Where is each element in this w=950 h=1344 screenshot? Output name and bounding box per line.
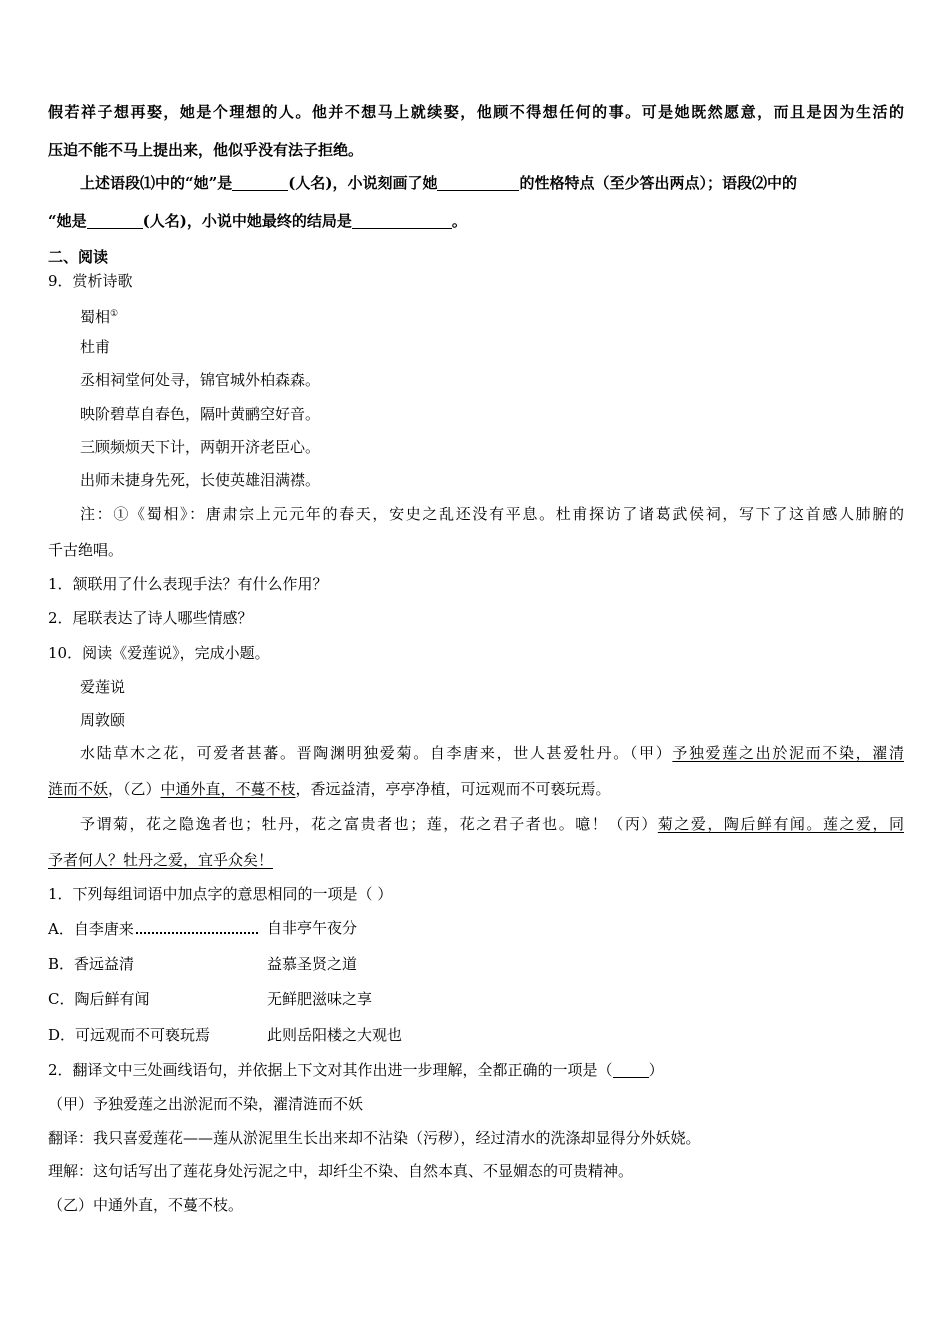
blank-name-1[interactable] [232, 174, 288, 191]
q10-sub2-question [48, 1060, 664, 1080]
underlined-bing-part2: 予者何人？牡丹之爱，宜乎众矣！ [48, 851, 274, 869]
underlined-jia-part1: 予独爱莲之出於泥而不染，濯清 [672, 744, 904, 762]
poem-line-4: 出师未捷身先死，长使英雄泪满襟。 [80, 471, 321, 489]
fill-text-1b: (人名)，小说刻画了她 [288, 174, 438, 192]
q10-sub2-close: ） [648, 1061, 664, 1079]
essay-p1-text: 水陆草木之花，可爱者甚蕃。晋陶渊明独爱菊。自李唐来，世人甚爱牡丹。（甲） [80, 744, 673, 762]
poem-line-2: 映阶碧草自春色，隔叶黄鹂空好音。 [80, 405, 321, 423]
fill-text-2c: 。 [451, 212, 467, 230]
poem-title [80, 304, 118, 327]
q9-sub1: 1．颔联用了什么表现手法？有什么作用？ [48, 575, 328, 593]
dotted-leader [136, 918, 258, 934]
poem-line-1: 丞相祠堂何处寻，锦官城外柏森森。 [80, 371, 321, 389]
fill-question-line-2 [48, 211, 467, 231]
option-a[interactable] [48, 918, 260, 939]
poem-note-line-2: 千古绝唱。 [48, 541, 124, 559]
jia-sentence: （甲）予独爱莲之出淤泥而不染，濯清涟而不妖 [48, 1095, 364, 1113]
essay-p2-line-1 [80, 814, 904, 834]
blank-name-2[interactable] [87, 212, 143, 229]
poem-note-line-1: 注：①《蜀相》：唐肃宗上元元年的春天，安史之乱还没有平息。杜甫探访了诸葛武侯祠，写下了这首感人肺腑的 [80, 505, 904, 523]
fill-text-1a: 上述语段⑴中的“她”是 [80, 174, 233, 192]
essay-p1-line-2 [48, 779, 611, 799]
fill-question-line-1 [80, 173, 797, 193]
jia-understanding: 理解：这句话写出了莲花身处污泥之中，却纤尘不染、自然本真、不显媚态的可贵精神。 [48, 1162, 634, 1180]
essay-p1-line-1 [80, 743, 904, 763]
fill-text-2a: “她是 [48, 212, 87, 230]
option-d-right: 此则岳阳楼之大观也 [267, 1026, 403, 1044]
q10-sub1-question: 1．下列每组词语中加点字的意思相同的一项是（ ） [48, 885, 393, 903]
passage-line-2: 压迫不能不马上提出来，他似乎没有法子拒绝。 [48, 141, 364, 159]
option-b-right: 益慕圣贤之道 [267, 955, 358, 973]
underlined-bing-part1: 菊之爱，陶后鲜有闻。莲之爱，同 [657, 815, 904, 833]
underlined-yi: 中通外直，不蔓不枝 [160, 780, 296, 798]
blank-traits[interactable] [437, 174, 519, 191]
option-b[interactable]: B．香远益清 [48, 955, 135, 973]
yi-sentence: （乙）中通外直，不蔓不枝。 [48, 1196, 244, 1214]
poem-line-3: 三顾频烦天下计，两朝开济老臣心。 [80, 438, 321, 456]
essay-author: 周敦颐 [80, 711, 126, 729]
essay-p1-rest: ，香远益清，亭亭净植，可远观而不可亵玩焉。 [295, 780, 611, 798]
option-c-right: 无鲜肥滋味之享 [267, 990, 373, 1008]
option-a-right: 自非亭午夜分 [267, 919, 358, 937]
fill-text-2b: (人名)，小说中她最终的结局是 [142, 212, 352, 230]
answer-blank[interactable] [613, 1061, 649, 1078]
essay-title: 爱莲说 [80, 678, 126, 696]
option-d[interactable]: D．可远观而不可亵玩焉 [48, 1026, 211, 1044]
option-c[interactable]: C．陶后鲜有闻 [48, 990, 150, 1008]
section-heading: 二、阅读 [48, 248, 109, 266]
passage-line-1: 假若祥子想再娶，她是个理想的人。他并不想马上就续娶，他顾不得想任何的事。可是她既然愿意，而且是因为生活的 [48, 103, 904, 121]
essay-p2-text: 予谓菊，花之隐逸者也；牡丹，花之富贵者也；莲，花之君子者也。噫！（丙） [80, 815, 658, 833]
essay-p2-line-2 [48, 850, 273, 870]
underlined-jia-part2: 涟而不妖 [48, 780, 109, 798]
fill-text-1c: 的性格特点（至少答出两点）；语段⑵中的 [519, 174, 797, 192]
poem-author: 杜甫 [80, 338, 111, 356]
q10-sub2-text: 2．翻译文中三处画线语句，并依据上下文对其作出进一步理解，全都正确的一项是（ [48, 1061, 613, 1079]
q10-title: 10．阅读《爱莲说》，完成小题。 [48, 644, 270, 662]
jia-translation: 翻译：我只喜爱莲花——莲从淤泥里生长出来却不沾染（污秽），经过清水的洗涤却显得分外妖娆。 [48, 1129, 701, 1147]
q9-sub2: 2．尾联表达了诗人哪些情感？ [48, 609, 253, 627]
q9-title: 9．赏析诗歌 [48, 272, 133, 290]
blank-ending[interactable] [352, 212, 452, 229]
option-a-label: A．自李唐来 [48, 920, 134, 938]
essay-p1-label-yi: ，（乙） [108, 780, 161, 798]
poem-title-text: 蜀相 [80, 308, 111, 326]
poem-note-mark: ① [110, 309, 119, 319]
